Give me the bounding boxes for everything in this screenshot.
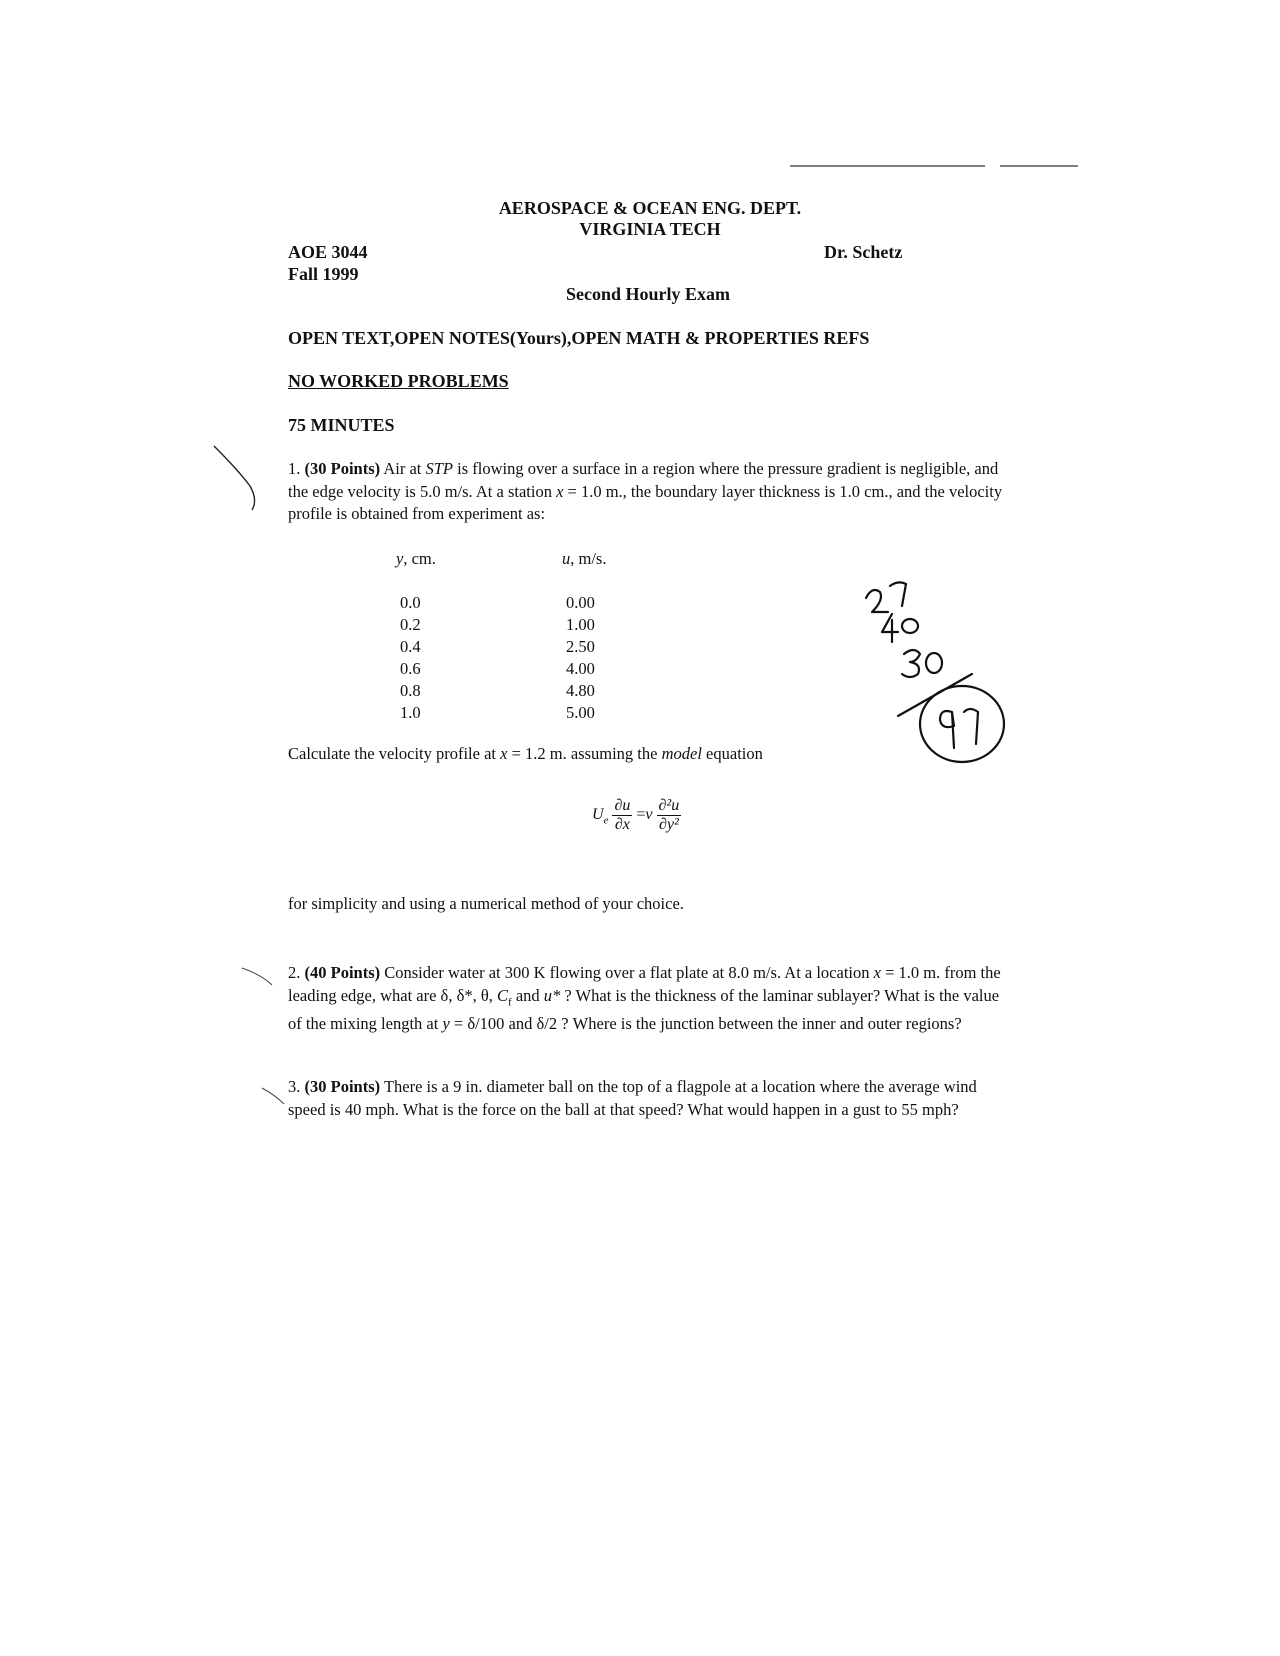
problem-3-body: There is a 9 in. diameter ball on the top of a flagpole at a location where the average wind speed is 40 mph. What is the force on the ball at that speed? What would happen in a gust to 55 mph? bbox=[288, 1077, 977, 1119]
table-cell: 0.4 bbox=[400, 637, 421, 656]
problem-1-points: (30 Points) bbox=[304, 459, 381, 478]
school-heading: VIRGINIA TECH bbox=[579, 219, 721, 239]
eq-rhs-denominator: ∂y² bbox=[658, 816, 679, 833]
no-worked-rule: NO WORKED PROBLEMS bbox=[288, 371, 509, 391]
score-30-digit-0 bbox=[926, 653, 942, 673]
calc-text-a: Calculate the velocity profile at bbox=[288, 744, 501, 763]
calc-x-var: x bbox=[500, 744, 508, 763]
problem-2-u-star: u* bbox=[543, 985, 561, 1005]
score-40-digit-0 bbox=[902, 619, 918, 633]
problem-1-simplicity: for simplicity and using a numerical method of your choice. bbox=[288, 894, 684, 913]
problem-2-text-1: Consider water at 300 K flowing over a flat plate at 8.0 m/s. At a location bbox=[384, 963, 874, 982]
calc-model-word: model bbox=[661, 744, 702, 763]
problem-2-points: (40 Points) bbox=[304, 963, 381, 982]
table-cell: 4.80 bbox=[566, 681, 595, 700]
exam-title: Second Hourly Exam bbox=[566, 284, 731, 304]
problem-2-text-2: = 1.0 m. from the leading edge, what are δ, δ*, θ, bbox=[288, 963, 1001, 1005]
table-cell: 0.2 bbox=[400, 615, 421, 634]
open-text-rule: OPEN TEXT,OPEN NOTES(Yours),OPEN MATH & PROPERTIES REFS bbox=[288, 328, 870, 348]
eq-rhs-numerator: ∂²u bbox=[658, 797, 680, 814]
score-40-digit-4 bbox=[882, 614, 898, 642]
table-cell: 2.50 bbox=[566, 637, 595, 656]
score-30-digit-3 bbox=[902, 650, 920, 677]
calc-text-c: equation bbox=[701, 744, 763, 763]
eq-coefficient: U bbox=[592, 806, 604, 824]
eq-lhs-numerator: ∂u bbox=[614, 797, 631, 814]
score-27-digit-2 bbox=[866, 590, 888, 612]
problem-2-x-var: x bbox=[873, 963, 881, 982]
problem-2-cf: C bbox=[497, 985, 509, 1005]
score-2: 40 bbox=[1011, 1200, 1013, 1201]
problem-2-text-4: ? What is the thickness of the laminar sublayer? What is the value of the mixing length at bbox=[288, 985, 1000, 1034]
total-digit-9 bbox=[940, 711, 954, 748]
table-cell: 0.8 bbox=[400, 681, 421, 700]
score-27-digit-7 bbox=[890, 582, 906, 606]
table-cell: 1.0 bbox=[400, 703, 421, 722]
table-cell: 0.6 bbox=[400, 659, 421, 678]
score-total: 97 bbox=[1013, 1200, 1015, 1201]
term: Fall 1999 bbox=[288, 264, 359, 284]
problem-1-text-a: Air at bbox=[383, 459, 426, 478]
column-u-var: u bbox=[562, 549, 571, 568]
problem-2-cf-sub: f bbox=[508, 995, 512, 1008]
table-cell: 0.0 bbox=[400, 593, 421, 612]
table-cell: 1.00 bbox=[566, 615, 595, 634]
problem-2-y-var: y bbox=[442, 1014, 450, 1034]
problem-1-stp: STP bbox=[425, 459, 454, 478]
problem-1-number: 1. bbox=[288, 459, 301, 478]
instructor: Dr. Schetz bbox=[824, 242, 903, 262]
eq-coefficient-sub: e bbox=[603, 814, 609, 827]
eq-nu: ν bbox=[645, 806, 653, 824]
problem-2-text-5: = δ/100 and δ/2 ? Where is the junction between the inner and outer regions? bbox=[449, 1014, 962, 1034]
eq-equals: = bbox=[636, 806, 646, 824]
problem-2-number: 2. bbox=[288, 963, 301, 982]
table-cell: 0.00 bbox=[566, 593, 595, 612]
dept-heading: AEROSPACE & OCEAN ENG. DEPT. bbox=[498, 198, 802, 218]
problem-2-text-3: and bbox=[511, 985, 544, 1005]
problem-1-text-b: is flowing over a surface in a region where the pressure gradient is negligible, and the edge velocity is 5.0 m/s. At a station bbox=[288, 459, 999, 501]
table-cell: 4.00 bbox=[566, 659, 595, 678]
problem-1-text-c: = 1.0 m., the boundary layer thickness is 1.0 cm., and the velocity profile is obtained from experiment as: bbox=[288, 481, 1003, 523]
total-circle bbox=[920, 686, 1004, 762]
course-number: AOE 3044 bbox=[288, 242, 368, 262]
problem-3-points: (30 Points) bbox=[304, 1077, 381, 1096]
time-limit: 75 MINUTES bbox=[288, 415, 395, 435]
grading-values bbox=[1010, 1200, 1015, 1201]
calc-text-b: = 1.2 m. assuming the bbox=[507, 744, 662, 763]
column-u-unit: , m/s. bbox=[570, 549, 607, 568]
column-y-unit: , cm. bbox=[403, 549, 436, 568]
eq-lhs-denominator: ∂x bbox=[614, 816, 630, 833]
problem-1-x-var: x bbox=[556, 481, 564, 501]
score-1: 27 bbox=[1010, 1200, 1011, 1201]
total-digit-7 bbox=[964, 709, 978, 744]
table-cell: 5.00 bbox=[566, 703, 595, 722]
column-y-var: y bbox=[396, 549, 404, 568]
problem-3-number: 3. bbox=[288, 1077, 301, 1096]
score-3: 30 bbox=[1012, 1200, 1014, 1201]
